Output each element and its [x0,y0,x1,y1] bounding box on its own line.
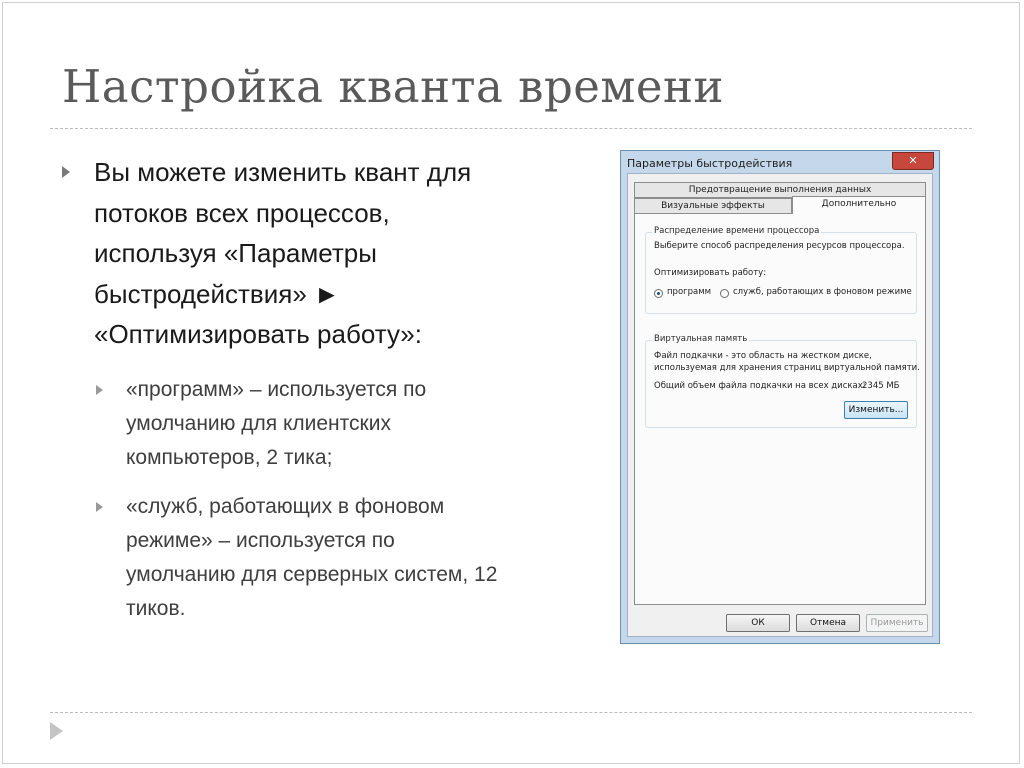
tab-advanced[interactable]: Дополнительно [792,196,926,214]
bullet-line: Вы можете изменить квант для [94,157,472,187]
radio-background-services-label[interactable]: служб, работающих в фоновом режиме [733,287,912,297]
virtual-memory-legend: Виртуальная память [654,334,748,344]
bullet-line: «Оптимизировать работу»: [94,319,422,349]
slide-content [60,152,600,641]
radio-programs-label[interactable]: программ [667,287,712,297]
bullet-line: быстродействия» ► [94,278,340,309]
virtual-memory-group [645,334,920,428]
radio-programs[interactable] [654,289,663,298]
virtual-memory-line-1: Файл подкачки - это область на жестком диске, [654,351,872,361]
sub-bullet-arrow-icon [96,502,103,512]
change-virtual-memory-button[interactable]: Изменить... [844,401,908,419]
bullet-line: используя «Параметры [94,238,377,268]
processor-scheduling-legend: Распределение времени процессора [654,226,820,236]
slide-title: Настройка кванта времени [62,60,725,113]
slide-nav-arrow-icon [50,722,63,740]
sub-bullet-line: «служб, работающих в фоновом [126,494,445,518]
sub-bullet-arrow-icon [96,385,103,395]
sub-bullet-line: режиме» – используется по [126,528,395,552]
optimize-label: Оптимизировать работу: [654,268,767,278]
cancel-button[interactable]: Отмена [796,614,860,632]
tab-visual-effects[interactable]: Визуальные эффекты [634,198,792,214]
sub-bullet-line: умолчанию для клиентских [126,411,391,435]
main-bullet [60,152,600,355]
radio-background-services[interactable] [720,289,729,298]
processor-scheduling-group [645,226,917,314]
virtual-memory-line-2: используемая для хранения страниц виртуальной памяти. [654,363,920,373]
paging-file-total-label: Общий объем файла подкачки на всех дисках: [654,381,866,391]
processor-scheduling-description: Выберите способ распределения ресурсов процессора. [654,241,905,251]
bullet-arrow-icon [62,166,70,178]
paging-file-total-value: 2345 МБ [862,381,900,391]
advanced-tab-panel [634,213,926,605]
sub-bullet-services [60,490,600,626]
bottom-divider [50,712,972,713]
sub-bullet-line: умолчанию для серверных систем, 12 [126,562,498,586]
sub-bullet-list [60,373,600,626]
tab-data-execution-prevention[interactable]: Предотвращение выполнения данных [634,182,926,198]
ok-button[interactable]: ОК [726,614,790,632]
performance-options-dialog [620,150,940,644]
sub-bullet-line: «программ» – используется по [126,377,427,401]
close-button[interactable]: ✕ [892,152,934,170]
sub-bullet-line: тиков. [126,596,186,620]
bullet-line: потоков всех процессов, [94,197,390,228]
dialog-title: Параметры быстродействия [627,157,793,170]
sub-bullet-line: компьютеров, 2 тика; [126,445,333,469]
dialog-body [627,173,933,637]
apply-button[interactable]: Применить [866,614,928,632]
sub-bullet-programs [60,373,600,475]
top-divider [50,128,972,129]
